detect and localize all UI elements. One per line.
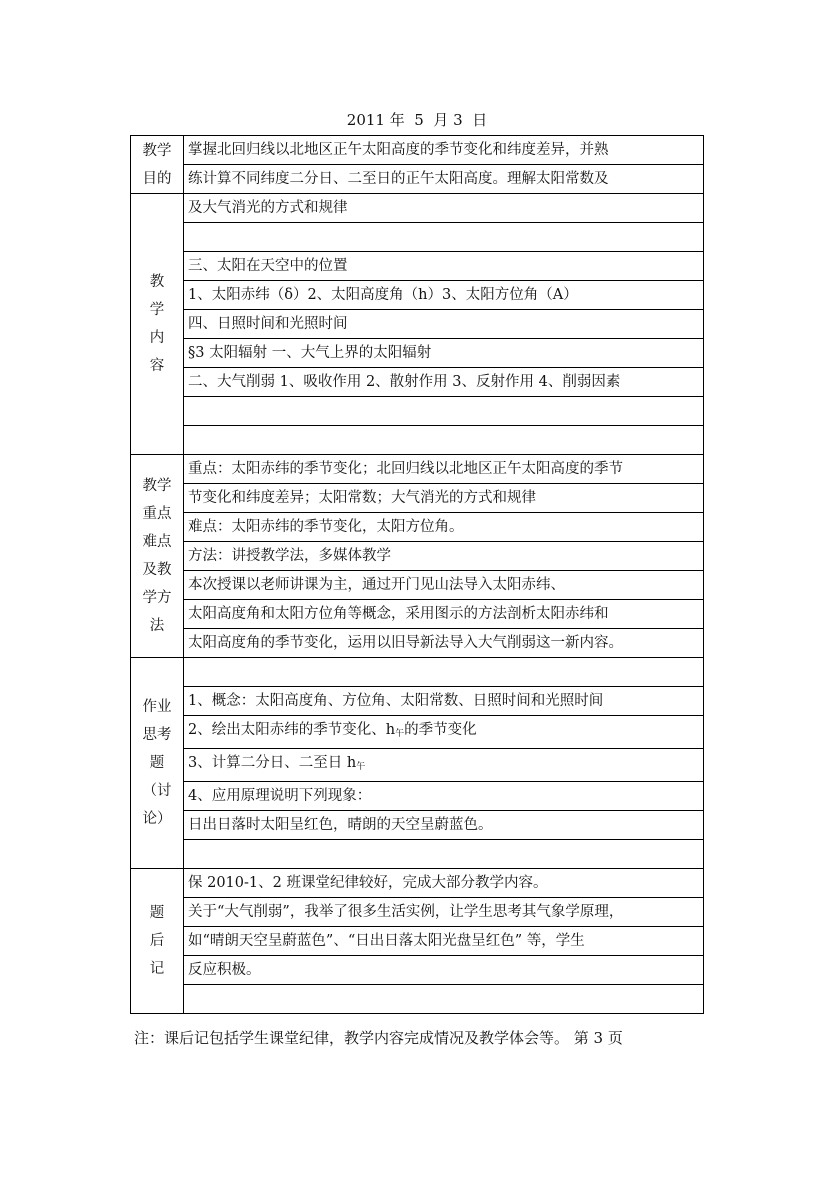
afterclass-line [184,985,704,1014]
footer-note: 注：课后记包括学生课堂纪律，教学内容完成情况及教学体会等。 第 3 页 [134,1029,623,1047]
afterclass-line: 反应积极。 [184,956,704,985]
afterclass-line: 保 2010-1、2 班课堂纪律较好，完成大部分教学内容。 [184,869,704,898]
content-label: 教 学 内 容 [131,194,184,455]
content-line [184,397,704,426]
homework-text-suffix: 的季节变化 [404,722,477,738]
homework-line [184,749,704,782]
keypoints-line: 重点：太阳赤纬的季节变化；北回归线以北地区正午太阳高度的季节 [184,455,704,484]
keypoints-line: 太阳高度角的季节变化，运用以旧导新法导入大气削弱这一新内容。 [184,629,704,658]
afterclass-row [131,869,704,898]
keypoints-line: 本次授课以老师讲课为主，通过开门见山法导入太阳赤纬、 [184,571,704,600]
content-row [131,194,704,223]
homework-line [184,658,704,687]
h-subscript: 午 [395,729,405,739]
homework-line [184,840,704,869]
content-line: §3 太阳辐射 一、大气上界的太阳辐射 [184,339,704,368]
keypoints-line: 节变化和纬度差异；太阳常数；大气消光的方式和规律 [184,484,704,513]
homework-line: 1、概念：太阳高度角、方位角、太阳常数、日照时间和光照时间 [184,687,704,716]
document-date: 2011 年 5 月 3 日 [346,111,488,129]
keypoints-line: 难点：太阳赤纬的季节变化，太阳方位角。 [184,513,704,542]
afterclass-line: 关于“大气削弱”，我举了很多生活实例，让学生思考其气象学原理， [184,898,704,927]
objectives-line: 掌握北回归线以北地区正午太阳高度的季节变化和纬度差异，并熟 [184,136,704,165]
homework-row [131,658,704,687]
homework-text: 2、绘出太阳赤纬的季节变化、h [188,722,396,738]
homework-line [184,716,704,749]
keypoints-row [131,455,704,484]
homework-line: 日出日落时太阳呈红色，晴朗的天空呈蔚蓝色。 [184,811,704,840]
h-subscript: 午 [356,762,366,772]
lesson-plan-table [130,135,704,1014]
keypoints-line: 方法：讲授教学法，多媒体教学 [184,542,704,571]
homework-label: 作业 思考 题 （讨 论） [131,658,184,869]
content-line [184,426,704,455]
content-line: 1、太阳赤纬（δ）2、太阳高度角（h）3、太阳方位角（A） [184,281,704,310]
homework-text: 3、计算二分日、二至日 h [188,755,357,771]
objectives-line: 练计算不同纬度二分日、二至日的正午太阳高度。理解太阳常数及 [184,165,704,194]
content-line: 四、日照时间和光照时间 [184,310,704,339]
content-line: 三、太阳在天空中的位置 [184,252,704,281]
content-line: 二、大气削弱 1、吸收作用 2、散射作用 3、反射作用 4、削弱因素 [184,368,704,397]
homework-line: 4、应用原理说明下列现象： [184,782,704,811]
afterclass-line: 如“晴朗天空呈蔚蓝色”、“日出日落太阳光盘呈红色” 等，学生 [184,927,704,956]
objectives-label: 教学 目的 [131,136,184,194]
keypoints-label: 教学 重点 难点 及教 学方 法 [131,455,184,658]
content-line [184,223,704,252]
afterclass-label: 题 后 记 [131,869,184,1014]
content-line: 及大气消光的方式和规律 [184,194,704,223]
keypoints-line: 太阳高度角和太阳方位角等概念，采用图示的方法剖析太阳赤纬和 [184,600,704,629]
objectives-row [131,136,704,165]
